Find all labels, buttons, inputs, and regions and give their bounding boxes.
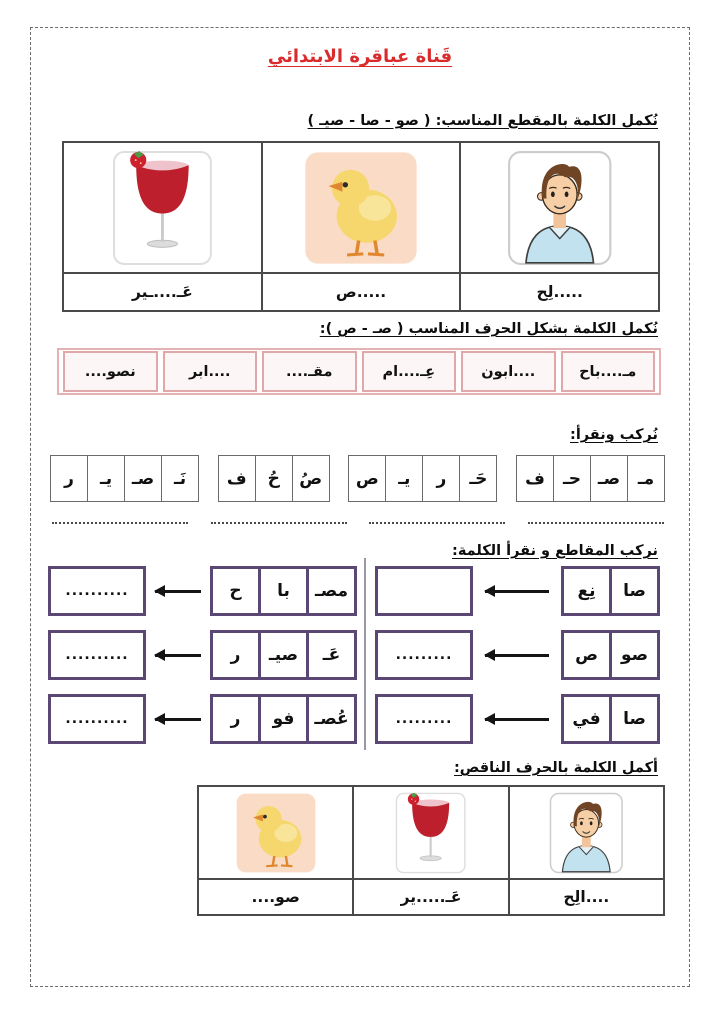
answer-box <box>375 566 473 616</box>
section3-heading: نُركب ونقرأ: <box>570 427 658 443</box>
answer-box: .......... <box>48 694 146 744</box>
section2-word-strip <box>57 348 661 395</box>
letter-cell: حُ <box>255 455 293 502</box>
word-juice: عَـ.....ير <box>353 879 508 915</box>
syllable-row <box>48 565 357 617</box>
letter-cell: حَـ <box>459 455 497 502</box>
letter-cell: يـ <box>87 455 125 502</box>
section1-picture-table <box>62 141 660 312</box>
syllable-cell: صو <box>609 633 657 677</box>
letter-cell: ف <box>218 455 256 502</box>
section4-heading: نركب المقاطع و نقرأ الكلمة: <box>452 543 658 559</box>
syllable-cell: عَـ <box>306 633 354 677</box>
juice-glass-image <box>112 150 213 266</box>
letter-group-2 <box>348 455 497 502</box>
letter-cell: ر <box>422 455 460 502</box>
answer-dotted-line <box>211 521 347 524</box>
syllable-row <box>48 629 357 681</box>
left-arrow-icon <box>155 654 201 657</box>
word-box: ....ابر <box>163 351 258 392</box>
section5-picture-table <box>197 785 665 916</box>
word-chick: صو.... <box>198 879 353 915</box>
syllable-cell: با <box>258 569 306 613</box>
letter-group-3 <box>218 455 330 502</box>
syllable-cell: صا <box>609 569 657 613</box>
letter-group-1 <box>516 455 665 502</box>
section4-right-column <box>375 565 660 745</box>
answer-dotted-line <box>52 521 188 524</box>
syllable-group <box>561 566 660 616</box>
syllable-cell: صيـ <box>258 633 306 677</box>
word-box: مـ....باح <box>561 351 656 392</box>
boy-image <box>549 792 624 874</box>
letter-cell: صُ <box>292 455 330 502</box>
boy-image-cell <box>460 142 659 273</box>
letter-cell: ف <box>516 455 554 502</box>
section1-heading: نُكمل الكلمة بالمقطع المناسب: ( صو - صا - صيـ ) <box>307 113 658 129</box>
left-arrow-icon <box>485 718 549 721</box>
left-arrow-icon <box>485 590 549 593</box>
syllable-row <box>375 565 660 617</box>
juice-glass-image <box>395 792 466 874</box>
syllable-row <box>48 693 357 745</box>
answer-box: .......... <box>48 566 146 616</box>
section3-letter-groups <box>50 455 665 502</box>
syllable-group <box>210 694 357 744</box>
syllable-row <box>375 629 660 681</box>
answer-box: .......... <box>48 630 146 680</box>
juice-image-cell <box>63 142 262 273</box>
letter-cell: نَـ <box>161 455 199 502</box>
letter-cell: يـ <box>385 455 423 502</box>
word-boy: ....الِح <box>509 879 664 915</box>
boy-image-cell <box>509 786 664 879</box>
word-box: عِـ....ام <box>362 351 457 392</box>
syllable-row <box>375 693 660 745</box>
answer-dotted-line <box>369 521 505 524</box>
section5-heading: أكمل الكلمة بالحرف الناقص: <box>454 760 658 776</box>
column-divider <box>364 558 366 750</box>
letter-cell: حـ <box>553 455 591 502</box>
section2-heading: نُكمل الكلمة بشكل الحرف المناسب ( صـ - ص ): <box>319 321 658 337</box>
syllable-cell: نِع <box>577 581 596 601</box>
answer-box: ......... <box>375 630 473 680</box>
letter-group-4 <box>50 455 199 502</box>
chick-image-cell <box>198 786 353 879</box>
word-boy: .....لِح <box>460 273 659 311</box>
letter-cell: مـ <box>627 455 665 502</box>
syllable-cell: مصـ <box>306 569 354 613</box>
answer-box: ......... <box>375 694 473 744</box>
juice-image-cell <box>353 786 508 879</box>
syllable-cell: ص <box>575 645 598 665</box>
syllable-cell: ح <box>229 581 242 601</box>
page-title: قَناة عباقرة الابتدائي <box>267 46 453 67</box>
syllable-cell: صا <box>609 697 657 741</box>
syllable-cell: فو <box>258 697 306 741</box>
syllable-cell: ر <box>230 709 241 729</box>
word-box: نصو.... <box>63 351 158 392</box>
syllable-cell: في <box>572 709 601 729</box>
chick-image-cell <box>262 142 461 273</box>
syllable-group <box>210 630 357 680</box>
chick-image <box>235 792 317 874</box>
chick-image <box>303 150 419 266</box>
letter-cell: صـ <box>590 455 628 502</box>
syllable-group <box>561 694 660 744</box>
syllable-cell: عُصـ <box>306 697 354 741</box>
answer-dotted-line <box>528 521 664 524</box>
syllable-group <box>210 566 357 616</box>
word-box: ....ابون <box>461 351 556 392</box>
word-juice: عَـ....ـير <box>63 273 262 311</box>
word-chick: .....ص <box>262 273 461 311</box>
syllable-group <box>561 630 660 680</box>
word-box: مقـ.... <box>262 351 357 392</box>
left-arrow-icon <box>485 654 549 657</box>
section4-left-column <box>48 565 357 745</box>
letter-cell: ص <box>348 455 386 502</box>
left-arrow-icon <box>155 590 201 593</box>
boy-image <box>507 150 612 266</box>
section3-answer-lines <box>52 521 664 524</box>
syllable-cell: ر <box>230 645 241 665</box>
left-arrow-icon <box>155 718 201 721</box>
letter-cell: ر <box>50 455 88 502</box>
letter-cell: صـ <box>124 455 162 502</box>
